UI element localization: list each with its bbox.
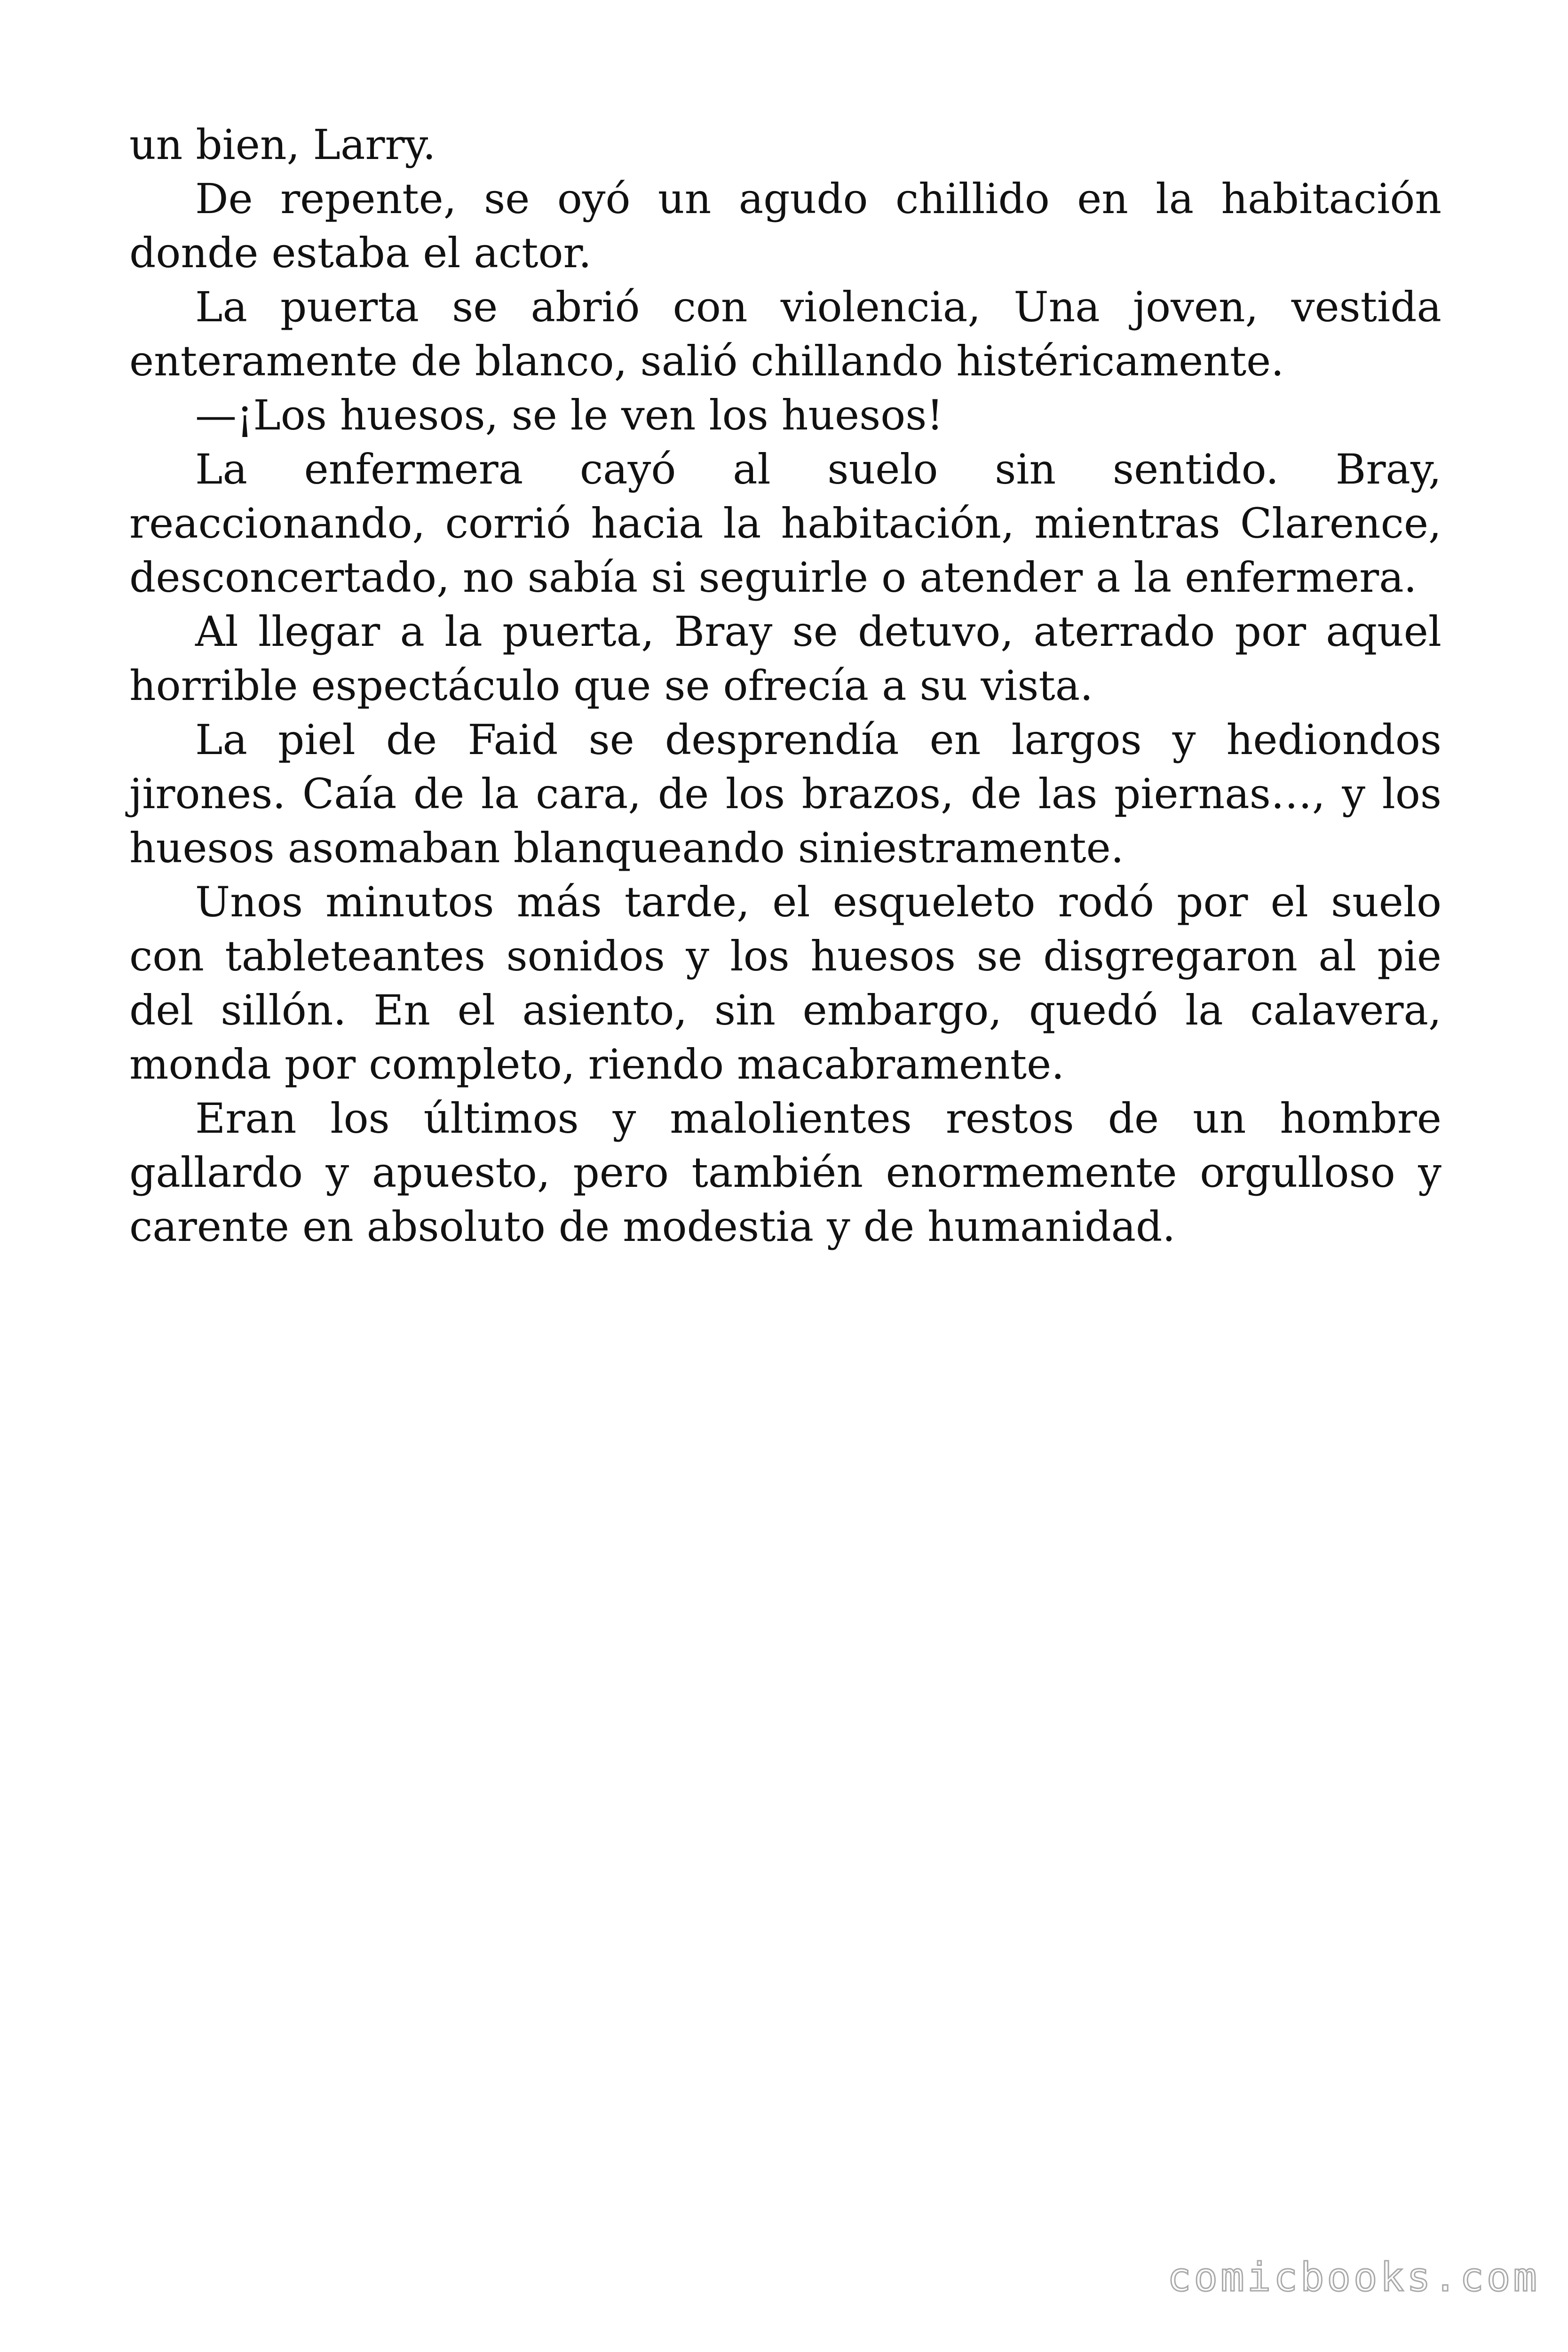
paragraph: La puerta se abrió con violencia, Una joven, vestida enteramente de blanco, salió chillando histéricamente. [129, 283, 1441, 385]
paragraph: La enfermera cayó al suelo sin sentido. Bray, reaccionando, corrió hacia la habitación, mientras Clarence, desconcertado, no sabía si seguirle o atender a la enfermera. [129, 445, 1441, 602]
paragraph: De repente, se oyó un agudo chillido en la habitación donde estaba el actor. [129, 175, 1441, 277]
paragraph: Unos minutos más tarde, el esqueleto rodó por el suelo con tableteantes sonidos y los huesos se disgregaron al pie del sillón. En el asiento, sin embargo, quedó la calavera, monda por completo, riendo macabramente. [129, 878, 1441, 1089]
paragraph: Al llegar a la puerta, Bray se detuvo, aterrado por aquel horrible espectáculo que se ofrecía a su vista. [129, 607, 1441, 710]
paragraph: Eran los últimos y malolientes restos de un hombre gallardo y apuesto, pero también enormemente orgulloso y carente en absoluto de modestia y de humanidad. [129, 1094, 1441, 1251]
dialogue-line: —¡Los huesos, se le ven los huesos! [195, 391, 943, 439]
watermark: comicbooks.com [1167, 2254, 1540, 2300]
paragraph: La piel de Faid se desprendía en largos y hediondos jirones. Caía de la cara, de los brazos, de las piernas…, y los huesos asomaban blanqueando siniestramente. [129, 715, 1441, 872]
paragraph-continued: un bien, Larry. [129, 120, 436, 169]
page-body [129, 118, 1441, 1254]
